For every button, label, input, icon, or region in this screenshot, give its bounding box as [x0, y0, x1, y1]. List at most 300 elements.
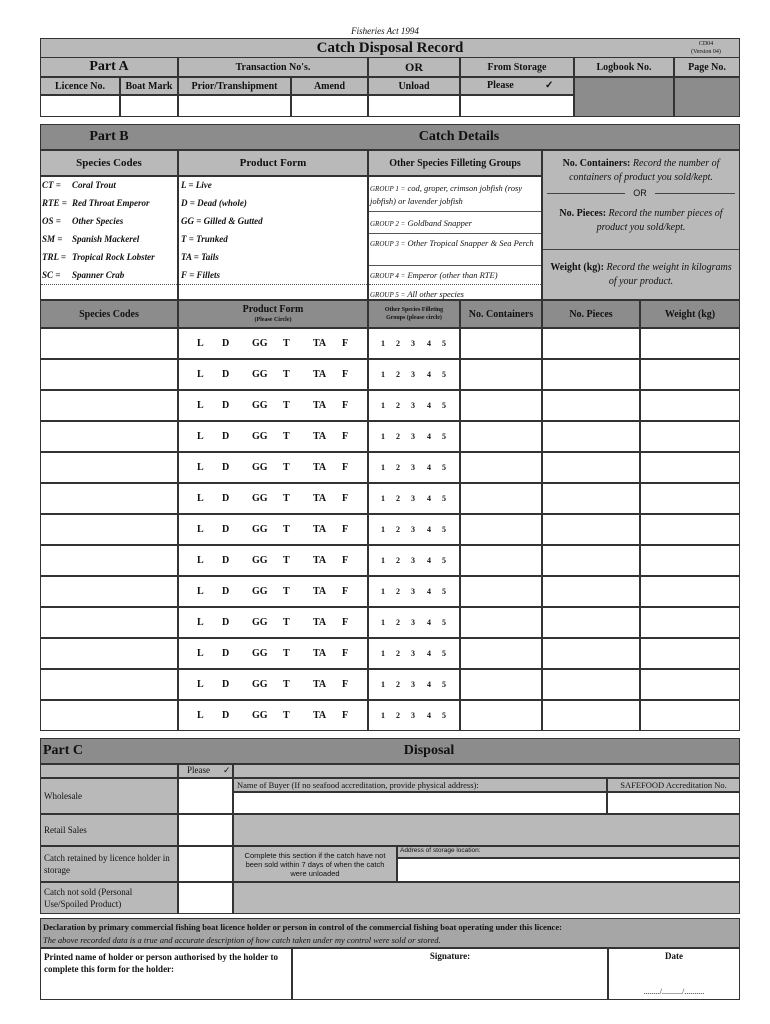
species-cell[interactable]	[40, 576, 178, 607]
product-form-option[interactable]: L	[197, 338, 204, 349]
filleting-group-option[interactable]: 5	[442, 432, 446, 441]
filleting-group-option[interactable]: 5	[442, 463, 446, 472]
filleting-group-option[interactable]: 1	[381, 711, 385, 720]
product-form-option[interactable]: GG	[252, 493, 268, 504]
product-form-option[interactable]: TA	[313, 586, 327, 597]
filleting-group-option[interactable]: 5	[442, 494, 446, 503]
filleting-group-option[interactable]: 4	[427, 463, 431, 472]
boat-mark-field[interactable]	[120, 95, 178, 117]
product-form-option[interactable]: TA	[313, 710, 327, 721]
filleting-group-option[interactable]: 5	[442, 370, 446, 379]
page-header: Page No.	[674, 57, 740, 77]
group-item: GROUP 2 = Goldband Snapper	[370, 218, 472, 228]
product-form-option[interactable]: F	[342, 586, 349, 597]
weight-cell[interactable]	[640, 483, 740, 514]
product-form-option[interactable]: D	[222, 679, 230, 690]
buyer-field[interactable]	[233, 792, 607, 814]
filleting-group-option[interactable]: 4	[427, 618, 431, 627]
product-form-cell[interactable]	[178, 607, 368, 638]
weight-cell[interactable]	[640, 607, 740, 638]
product-form-option[interactable]: TA	[313, 431, 327, 442]
containers-cell[interactable]	[460, 514, 542, 545]
filleting-group-option[interactable]: 2	[396, 680, 400, 689]
filleting-group-cell[interactable]	[368, 700, 460, 731]
weight-info: Weight (kg): Record the weight in kilograms of your product.	[550, 262, 732, 287]
product-form-option[interactable]: F	[342, 710, 349, 721]
licence-field[interactable]	[40, 95, 120, 117]
product-form-cell[interactable]	[178, 545, 368, 576]
not-sold-shaded	[233, 882, 740, 914]
filleting-group-option[interactable]: 1	[381, 618, 385, 627]
species-codes-header: Species Codes	[40, 150, 178, 176]
filleting-group-option[interactable]: 5	[442, 587, 446, 596]
filleting-group-cell[interactable]	[368, 607, 460, 638]
part-a-label: Part A	[40, 57, 178, 77]
product-form-option[interactable]: T	[283, 617, 290, 628]
col-pieces: No. Pieces	[542, 300, 640, 328]
product-form-cell[interactable]	[178, 452, 368, 483]
pieces-info: No. Pieces: Record the number pieces of product you sold/kept.	[559, 208, 723, 233]
species-cell[interactable]	[40, 669, 178, 700]
filleting-group-option[interactable]: 2	[396, 339, 400, 348]
filleting-group-option[interactable]: 4	[427, 525, 431, 534]
weight-cell[interactable]	[640, 390, 740, 421]
product-form-option[interactable]: TA	[313, 462, 327, 473]
filleting-group-option[interactable]: 3	[411, 494, 415, 503]
product-form-cell[interactable]	[178, 514, 368, 545]
form-title: Catch Disposal Record	[316, 39, 464, 56]
filleting-group-cell[interactable]	[368, 328, 460, 359]
product-form-option[interactable]: F	[342, 524, 349, 535]
check-icon: ✓	[223, 765, 231, 775]
part-b-label: Part B	[89, 129, 129, 144]
filleting-group-option[interactable]: 4	[427, 556, 431, 565]
signature-label: Signature:	[429, 951, 471, 961]
wholesale-tick[interactable]	[178, 778, 233, 814]
product-form-option[interactable]: T	[283, 679, 290, 690]
product-form-option[interactable]: D	[222, 586, 230, 597]
filleting-group-option[interactable]: 2	[396, 463, 400, 472]
product-form-option[interactable]: L	[197, 679, 204, 690]
col-filleting: Other Species Filleting Groups (please circle)	[368, 300, 460, 328]
weight-cell[interactable]	[640, 514, 740, 545]
product-form-option[interactable]: GG	[252, 710, 268, 721]
product-form-option[interactable]: TA	[313, 555, 327, 566]
containers-cell[interactable]	[460, 545, 542, 576]
species-cell[interactable]	[40, 452, 178, 483]
address-field[interactable]	[397, 858, 740, 882]
not-sold-tick[interactable]	[178, 882, 233, 914]
containers-cell[interactable]	[460, 700, 542, 731]
filleting-group-cell[interactable]	[368, 483, 460, 514]
filleting-group-option[interactable]: 1	[381, 680, 385, 689]
product-form-option[interactable]: L	[197, 493, 204, 504]
containers-info: No. Containers: Record the number of containers of product you sold/kept.	[562, 158, 720, 183]
containers-cell[interactable]	[460, 421, 542, 452]
product-form-cell[interactable]	[178, 328, 368, 359]
pieces-cell[interactable]	[542, 328, 640, 359]
containers-cell[interactable]	[460, 328, 542, 359]
product-form-option[interactable]: F	[342, 400, 349, 411]
please-label: Please	[487, 80, 514, 91]
filleting-group-option[interactable]: 5	[442, 618, 446, 627]
product-form-option[interactable]: GG	[252, 462, 268, 473]
buyer-label: Name of Buyer (If no seafood accreditation, provide physical address):	[233, 778, 607, 792]
product-form-option[interactable]: F	[342, 338, 349, 349]
filleting-group-cell[interactable]	[368, 421, 460, 452]
form-item: T = Trunked	[181, 234, 228, 244]
product-form-option[interactable]: T	[283, 555, 290, 566]
filleting-group-option[interactable]: 4	[427, 370, 431, 379]
pieces-cell[interactable]	[542, 390, 640, 421]
prior-field[interactable]	[178, 95, 291, 117]
page-value[interactable]	[674, 77, 740, 117]
containers-cell[interactable]	[460, 607, 542, 638]
containers-cell[interactable]	[460, 390, 542, 421]
weight-cell[interactable]	[640, 421, 740, 452]
or-label: OR	[368, 57, 460, 77]
species-item: SM = Spanish Mackerel	[42, 234, 140, 244]
filleting-group-option[interactable]: 2	[396, 711, 400, 720]
filleting-group-option[interactable]: 4	[427, 711, 431, 720]
group-item: GROUP 5 = All other species	[370, 289, 464, 299]
product-form-option[interactable]: D	[222, 462, 230, 473]
product-form-option[interactable]: TA	[313, 369, 327, 380]
filleting-group-option[interactable]: 1	[381, 432, 385, 441]
product-form-option[interactable]: T	[283, 524, 290, 535]
safefood-field[interactable]	[607, 792, 740, 814]
filleting-group-option[interactable]: 2	[396, 556, 400, 565]
product-form-option[interactable]: GG	[252, 679, 268, 690]
filleting-group-option[interactable]: 5	[442, 401, 446, 410]
filleting-group-option[interactable]: 2	[396, 401, 400, 410]
filleting-group-option[interactable]: 5	[442, 339, 446, 348]
licence-header: Licence No.	[40, 77, 120, 95]
filleting-group-option[interactable]: 4	[427, 587, 431, 596]
product-form-option[interactable]: D	[222, 555, 230, 566]
product-form-option[interactable]: F	[342, 679, 349, 690]
product-form-cell[interactable]	[178, 700, 368, 731]
declaration-line1: Declaration by primary commercial fishing boat licence holder or person in control of the commercial fishing boat operating under this licence:	[43, 922, 562, 932]
filleting-group-option[interactable]: 1	[381, 401, 385, 410]
filleting-group-cell[interactable]	[368, 452, 460, 483]
form-item: TA = Tails	[181, 252, 219, 262]
filleting-group-option[interactable]: 4	[427, 680, 431, 689]
col-containers: No. Containers	[460, 300, 542, 328]
product-form-option[interactable]: GG	[252, 617, 268, 628]
filleting-group-option[interactable]: 4	[427, 649, 431, 658]
filleting-group-cell[interactable]	[368, 359, 460, 390]
form-item: L = Live	[181, 180, 212, 190]
filleting-group-option[interactable]: 4	[427, 339, 431, 348]
species-cell[interactable]	[40, 359, 178, 390]
product-form-header: Product Form	[178, 150, 368, 176]
product-form-option[interactable]: D	[222, 524, 230, 535]
product-form-option[interactable]: T	[283, 493, 290, 504]
filleting-group-option[interactable]: 3	[411, 649, 415, 658]
pieces-cell[interactable]	[542, 359, 640, 390]
weight-cell[interactable]	[640, 700, 740, 731]
form-code: CD04	[698, 40, 714, 47]
containers-cell[interactable]	[460, 483, 542, 514]
filleting-group-option[interactable]: 1	[381, 494, 385, 503]
product-form-option[interactable]: F	[342, 462, 349, 473]
retail-label: Retail Sales	[40, 814, 178, 846]
filleting-group-option[interactable]: 3	[411, 618, 415, 627]
species-cell[interactable]	[40, 638, 178, 669]
species-item: CT = Coral Trout	[42, 180, 116, 190]
product-form-option[interactable]: GG	[252, 338, 268, 349]
please-tick-header	[460, 77, 574, 95]
product-form-option[interactable]: D	[222, 369, 230, 380]
weight-cell[interactable]	[640, 638, 740, 669]
group-item: GROUP 1 = cod, groper, crimson jobfish (rosy jobfish) or lavender jobfish	[370, 183, 523, 206]
product-form-cell[interactable]	[178, 669, 368, 700]
product-form-option[interactable]: F	[342, 493, 349, 504]
safefood-label: SAFEFOOD Accreditation No.	[607, 778, 740, 792]
part-c-label: Part C	[43, 743, 84, 758]
filleting-group-option[interactable]: 3	[411, 525, 415, 534]
species-cell[interactable]	[40, 700, 178, 731]
product-form-cell[interactable]	[178, 359, 368, 390]
product-form-option[interactable]: D	[222, 648, 230, 659]
product-form-option[interactable]: TA	[313, 400, 327, 411]
boat-mark-header: Boat Mark	[120, 77, 178, 95]
filleting-group-option[interactable]: 2	[396, 525, 400, 534]
filleting-group-option[interactable]: 3	[411, 556, 415, 565]
product-form-option[interactable]: T	[283, 400, 290, 411]
address-label: Address of storage location:	[397, 846, 740, 858]
col-product-form-note: (Please Circle)	[254, 317, 292, 323]
product-form-option[interactable]: TA	[313, 648, 327, 659]
weight-cell[interactable]	[640, 359, 740, 390]
filleting-group-option[interactable]: 1	[381, 649, 385, 658]
act-title: Fisheries Act 1994	[351, 26, 419, 36]
species-cell[interactable]	[40, 545, 178, 576]
product-form-option[interactable]: F	[342, 369, 349, 380]
product-form-option[interactable]: GG	[252, 648, 268, 659]
product-form-option[interactable]: TA	[313, 338, 327, 349]
product-form-option[interactable]: TA	[313, 617, 327, 628]
product-form-option[interactable]: L	[197, 524, 204, 535]
product-form-option[interactable]: D	[222, 493, 230, 504]
product-form-option[interactable]: T	[283, 586, 290, 597]
product-form-cell[interactable]	[178, 483, 368, 514]
product-form-option[interactable]: D	[222, 400, 230, 411]
amend-field[interactable]	[291, 95, 368, 117]
filleting-group-cell[interactable]	[368, 669, 460, 700]
product-form-option[interactable]: L	[197, 462, 204, 473]
product-form-option[interactable]: L	[197, 431, 204, 442]
weight-cell[interactable]	[640, 576, 740, 607]
from-storage-header: From Storage	[460, 57, 574, 77]
containers-cell[interactable]	[460, 669, 542, 700]
product-form-option[interactable]: L	[197, 648, 204, 659]
species-cell[interactable]	[40, 514, 178, 545]
product-form-option[interactable]: D	[222, 710, 230, 721]
filleting-group-option[interactable]: 3	[411, 339, 415, 348]
filleting-group-option[interactable]: 5	[442, 711, 446, 720]
filleting-group-cell[interactable]	[368, 545, 460, 576]
info-panel	[542, 150, 740, 300]
product-form-option[interactable]: L	[197, 555, 204, 566]
filleting-group-option[interactable]: 1	[381, 463, 385, 472]
date-placeholder: ......../........../..........	[643, 987, 705, 996]
filleting-group-option[interactable]: 5	[442, 680, 446, 689]
pieces-cell[interactable]	[542, 545, 640, 576]
transaction-header: Transaction No's.	[178, 57, 368, 77]
product-form-option[interactable]: D	[222, 431, 230, 442]
product-form-cell[interactable]	[178, 390, 368, 421]
pieces-cell[interactable]	[542, 700, 640, 731]
filleting-group-option[interactable]: 5	[442, 556, 446, 565]
filleting-group-option[interactable]: 1	[381, 587, 385, 596]
containers-cell[interactable]	[460, 359, 542, 390]
filleting-group-option[interactable]: 2	[396, 494, 400, 503]
forms-list	[178, 176, 368, 300]
declaration-box	[40, 918, 740, 948]
filleting-group-option[interactable]: 5	[442, 649, 446, 658]
species-cell[interactable]	[40, 421, 178, 452]
product-form-option[interactable]: T	[283, 431, 290, 442]
filleting-group-option[interactable]: 2	[396, 587, 400, 596]
pieces-cell[interactable]	[542, 576, 640, 607]
product-form-option[interactable]: L	[197, 369, 204, 380]
product-form-option[interactable]: D	[222, 338, 230, 349]
pieces-cell[interactable]	[542, 669, 640, 700]
species-cell[interactable]	[40, 607, 178, 638]
containers-cell[interactable]	[460, 452, 542, 483]
product-form-option[interactable]: TA	[313, 679, 327, 690]
filleting-group-option[interactable]: 3	[411, 587, 415, 596]
filleting-group-option[interactable]: 1	[381, 525, 385, 534]
product-form-option[interactable]: T	[283, 369, 290, 380]
filleting-group-option[interactable]: 4	[427, 494, 431, 503]
product-form-option[interactable]: T	[283, 648, 290, 659]
filleting-group-option[interactable]: 1	[381, 339, 385, 348]
product-form-cell[interactable]	[178, 638, 368, 669]
group-item: GROUP 3 = Other Tropical Snapper & Sea Perch	[370, 238, 534, 248]
pieces-cell[interactable]	[542, 483, 640, 514]
date-label: Date	[665, 951, 683, 961]
product-form-option[interactable]: F	[342, 431, 349, 442]
product-form-cell[interactable]	[178, 576, 368, 607]
species-cell[interactable]	[40, 390, 178, 421]
filleting-group-option[interactable]: 4	[427, 432, 431, 441]
species-list	[40, 176, 178, 300]
filleting-group-option[interactable]: 1	[381, 370, 385, 379]
pieces-cell[interactable]	[542, 514, 640, 545]
product-form-option[interactable]: GG	[252, 400, 268, 411]
group-item: GROUP 4 = Emperor (other than RTE)	[370, 270, 498, 280]
pieces-cell[interactable]	[542, 421, 640, 452]
product-form-option[interactable]: L	[197, 586, 204, 597]
filleting-group-option[interactable]: 5	[442, 525, 446, 534]
product-form-option[interactable]: TA	[313, 493, 327, 504]
weight-cell[interactable]	[640, 328, 740, 359]
retail-tick[interactable]	[178, 814, 233, 846]
product-form-option[interactable]: GG	[252, 586, 268, 597]
filleting-group-option[interactable]: 1	[381, 556, 385, 565]
filleting-group-option[interactable]: 3	[411, 680, 415, 689]
from-storage-field[interactable]	[460, 95, 574, 117]
containers-cell[interactable]	[460, 638, 542, 669]
product-form-option[interactable]: F	[342, 555, 349, 566]
filleting-group-option[interactable]: 3	[411, 401, 415, 410]
weight-cell[interactable]	[640, 545, 740, 576]
product-form-option[interactable]: GG	[252, 524, 268, 535]
retained-tick[interactable]	[178, 846, 233, 882]
filleting-group-cell[interactable]	[368, 576, 460, 607]
filleting-group-cell[interactable]	[368, 638, 460, 669]
filleting-group-option[interactable]: 3	[411, 463, 415, 472]
filleting-group-option[interactable]: 2	[396, 370, 400, 379]
filleting-group-option[interactable]: 2	[396, 432, 400, 441]
filleting-group-option[interactable]: 3	[411, 370, 415, 379]
pieces-cell[interactable]	[542, 452, 640, 483]
filleting-group-option[interactable]: 2	[396, 618, 400, 627]
filleting-group-option[interactable]: 4	[427, 401, 431, 410]
product-form-option[interactable]: T	[283, 710, 290, 721]
product-form-option[interactable]: GG	[252, 369, 268, 380]
filleting-group-option[interactable]: 3	[411, 711, 415, 720]
containers-cell[interactable]	[460, 576, 542, 607]
product-form-option[interactable]: D	[222, 617, 230, 628]
pieces-cell[interactable]	[542, 638, 640, 669]
product-form-option[interactable]: T	[283, 462, 290, 473]
product-form-option[interactable]: L	[197, 617, 204, 628]
col-weight: Weight (kg)	[640, 300, 740, 328]
product-form-option[interactable]: GG	[252, 431, 268, 442]
product-form-option[interactable]: TA	[313, 524, 327, 535]
product-form-option[interactable]: F	[342, 617, 349, 628]
filleting-group-cell[interactable]	[368, 514, 460, 545]
species-cell[interactable]	[40, 328, 178, 359]
filleting-group-option[interactable]: 2	[396, 649, 400, 658]
unload-field[interactable]	[368, 95, 460, 117]
retail-shaded	[233, 814, 740, 846]
spacer	[233, 764, 740, 778]
form-version: (Version 04)	[691, 48, 721, 55]
pieces-cell[interactable]	[542, 607, 640, 638]
col-product-form	[178, 300, 368, 328]
product-form-option[interactable]: F	[342, 648, 349, 659]
printed-name-field[interactable]: Printed name of holder or person authorised by the holder to complete this form for the holder:	[40, 948, 292, 1000]
product-form-option[interactable]: GG	[252, 555, 268, 566]
product-form-option[interactable]: L	[197, 400, 204, 411]
unload-header: Unload	[368, 77, 460, 95]
product-form-option[interactable]: L	[197, 710, 204, 721]
product-form-option[interactable]: T	[283, 338, 290, 349]
filleting-group-option[interactable]: 3	[411, 432, 415, 441]
species-item: SC = Spanner Crab	[42, 270, 125, 280]
declaration-line2: The above recorded data is a true and accurate description of how catch taken under my control were sold or stored.	[43, 935, 441, 945]
product-form-cell[interactable]	[178, 421, 368, 452]
date-field[interactable]	[608, 948, 740, 1000]
form-item: D = Dead (whole)	[181, 198, 247, 208]
filleting-group-cell[interactable]	[368, 390, 460, 421]
weight-cell[interactable]	[640, 452, 740, 483]
retained-label: Catch retained by licence holder in storage	[40, 846, 178, 882]
form-item: GG = Gilled & Gutted	[181, 216, 263, 226]
signature-field[interactable]	[292, 948, 608, 1000]
prior-header: Prior/Transhipment	[178, 77, 291, 95]
logbook-value[interactable]	[574, 77, 674, 117]
weight-cell[interactable]	[640, 669, 740, 700]
species-item: RTE = Red Throat Emperor	[42, 198, 150, 208]
species-cell[interactable]	[40, 483, 178, 514]
catch-details-title: Catch Details	[418, 129, 500, 144]
